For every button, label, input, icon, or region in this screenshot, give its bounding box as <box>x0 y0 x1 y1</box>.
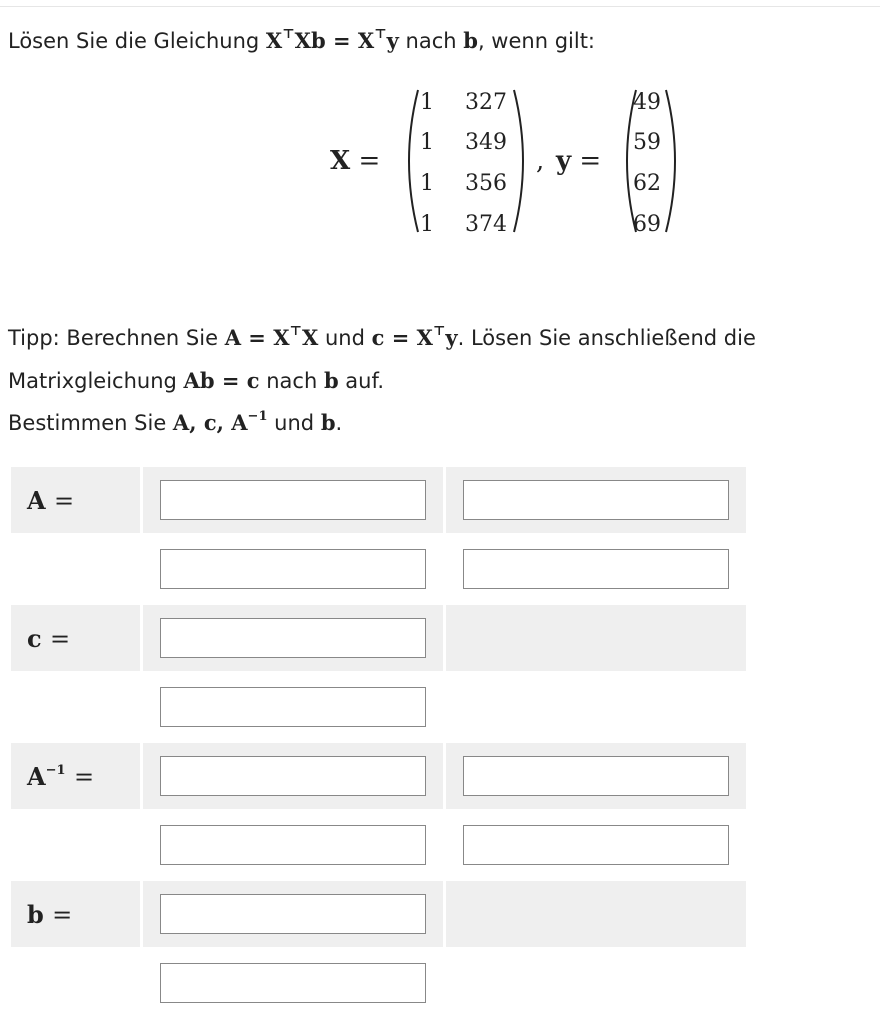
input-b-2[interactable] <box>160 963 426 1003</box>
label-A: A = <box>10 466 142 535</box>
eq-A-def: A = X⊤X <box>224 324 319 350</box>
label-empty <box>10 811 142 880</box>
determine-prefix: Bestimmen Sie <box>8 411 173 435</box>
var-b: b <box>323 368 339 393</box>
matrix-X-label: X = <box>330 146 381 176</box>
cell-empty <box>445 604 748 673</box>
input-Ainv-22[interactable] <box>463 825 729 865</box>
vector-y-cell: 59 <box>633 130 661 155</box>
label-c: c = <box>10 604 142 673</box>
cell-c-2 <box>142 673 445 742</box>
input-A-21[interactable] <box>160 549 426 589</box>
matrix-X-cell: 349 <box>465 130 507 155</box>
label-empty <box>10 949 142 1018</box>
cell-Ainv-11 <box>142 742 445 811</box>
label-empty <box>10 535 142 604</box>
tipp-text <box>8 317 756 359</box>
row-A-2 <box>10 535 748 604</box>
cell-Ainv-12 <box>445 742 748 811</box>
input-Ainv-12[interactable] <box>463 756 729 796</box>
cell-empty <box>445 673 748 742</box>
input-c-1[interactable] <box>160 618 426 658</box>
row-Ainv-2 <box>10 811 748 880</box>
top-divider <box>0 6 880 7</box>
vector-y-cell: 62 <box>633 171 661 196</box>
row-c-2 <box>10 673 748 742</box>
tipp-line2-mid: nach <box>259 369 324 393</box>
und-text: und <box>318 326 372 350</box>
equation-normal: X⊤Xb = X⊤y <box>265 27 399 53</box>
tipp-prefix: Tipp: Berechnen Sie <box>8 326 225 350</box>
row-c-1 <box>10 604 748 673</box>
input-b-1[interactable] <box>160 894 426 934</box>
task-text: nach <box>398 29 464 53</box>
right-paren-X <box>510 88 536 234</box>
matrix-X-cell: 374 <box>465 212 507 237</box>
given-matrices <box>0 80 880 250</box>
cell-empty <box>445 949 748 1018</box>
label-b: b = <box>10 880 142 949</box>
matrix-X-cell: 1 <box>420 212 434 237</box>
cell-A-12 <box>445 466 748 535</box>
matrix-X-cell: 1 <box>420 130 434 155</box>
cell-Ainv-21 <box>142 811 445 880</box>
cell-A-22 <box>445 535 748 604</box>
matrix-X-cell: 1 <box>420 171 434 196</box>
und-text: und <box>267 411 321 435</box>
row-Ainv-1 <box>10 742 748 811</box>
eq-Ab-c: Ab = c <box>183 368 260 393</box>
row-A-1 <box>10 466 748 535</box>
label-empty <box>10 673 142 742</box>
tipp-text-line2 <box>8 360 384 402</box>
task-statement <box>8 20 595 62</box>
input-A-11[interactable] <box>160 480 426 520</box>
answer-table <box>8 464 749 1019</box>
row-b-2 <box>10 949 748 1018</box>
cell-empty <box>445 880 748 949</box>
tipp-line2-suffix: auf. <box>338 369 385 393</box>
input-c-2[interactable] <box>160 687 426 727</box>
cell-A-11 <box>142 466 445 535</box>
matrix-y-label: y = <box>556 146 602 176</box>
cell-Ainv-22 <box>445 811 748 880</box>
vars-list: A, c, $A^{-1}$ <box>172 409 268 435</box>
input-Ainv-21[interactable] <box>160 825 426 865</box>
comma-separator: , <box>536 146 545 176</box>
cell-A-21 <box>142 535 445 604</box>
task-text: , wenn gilt: <box>477 29 596 53</box>
tipp-line2-prefix: Matrixgleichung <box>8 369 184 393</box>
input-Ainv-11[interactable] <box>160 756 426 796</box>
label-A-inverse: $A^{-1}$ = <box>10 742 142 811</box>
var-b: b <box>463 28 478 53</box>
eq-c-def: c = X⊤y <box>371 324 458 350</box>
right-paren-y <box>662 88 688 234</box>
var-b: b <box>320 410 336 435</box>
tipp-suffix: . Lösen Sie anschließend die <box>457 326 756 350</box>
matrix-X-cell: 327 <box>465 90 507 115</box>
determine-text <box>8 402 342 444</box>
vector-y-cell: 49 <box>633 90 661 115</box>
cell-b-2 <box>142 949 445 1018</box>
task-text: Lösen Sie die Gleichung <box>8 29 266 53</box>
vector-y-cell: 69 <box>633 212 661 237</box>
row-b-1 <box>10 880 748 949</box>
input-A-12[interactable] <box>463 480 729 520</box>
matrix-X-cell: 356 <box>465 171 507 196</box>
input-A-22[interactable] <box>463 549 729 589</box>
cell-c-1 <box>142 604 445 673</box>
cell-b-1 <box>142 880 445 949</box>
matrix-X-cell: 1 <box>420 90 434 115</box>
determine-suffix: . <box>335 411 343 435</box>
